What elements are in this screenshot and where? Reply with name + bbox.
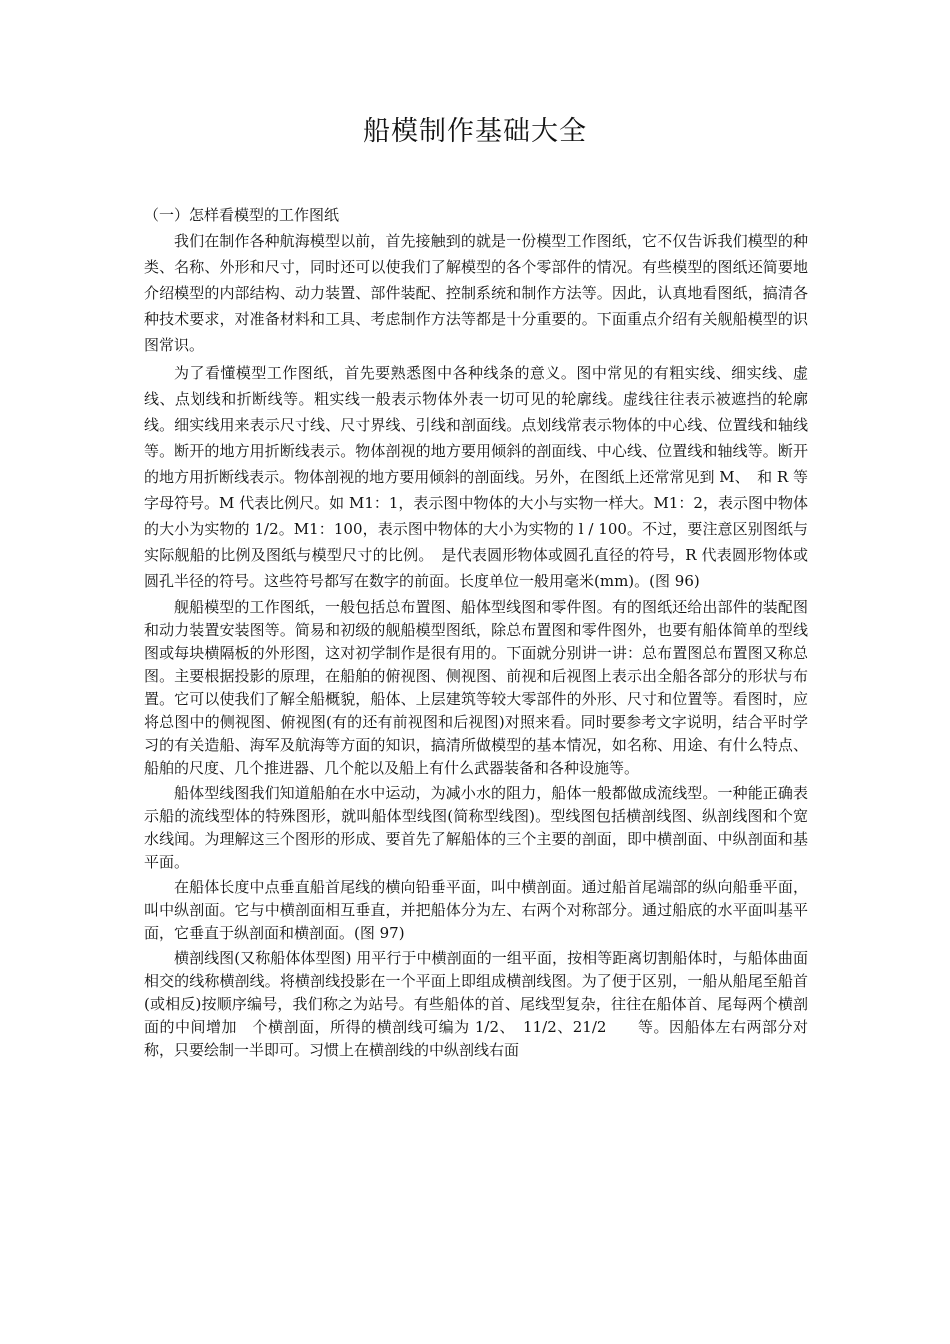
paragraph-line-types: 为了看懂模型工作图纸，首先要熟悉图中各种线条的意义。图中常见的有粗实线、细实线、虚线、点划线和折断线等。粗实线一般表示物体外表一切可见的轮廓线。虚线往往表示被遮挡的轮廓线。细实线用来表示尺寸线、尺寸界线、引线和剖面线。点划线常表示物体的中心线、位置线和轴线等。断开的地方用折断线表示。物体剖视的地方要用倾斜的剖面线、中心线、位置线和轴线等。断开的地方用折断线表示。物体剖视的地方要用倾斜的剖面线。另外，在图纸上还常常见到 M、 和 R 等字母符号。M 代表比例尺。如 M1：1，表示图中物体的大小与实物一样大。M1：2，表示图中物体的大小为实物的 1/2。M1：100，表示图中物体的大小为实物的 l / 100。不过，要注意区别图纸与实际舰船的比例及图纸与模型尺寸的比例。 是代表圆形物体或圆孔直径的符号，R 代表圆形物体或圆孔半径的符号。这些符号都写在数字的前面。长度单位一般用毫米(mm)。(图 96) (144, 364, 808, 590)
paragraph-general-arrangement: 舰船模型的工作图纸，一般包括总布置图、船体型线图和零件图。有的图纸还给出部件的装配图和动力装置安装图等。简易和初级的舰船模型图纸，除总布置图和零件图外，也要有船体简单的型线图或每块横隔板的外形图，这对初学制作是很有用的。下面就分别讲一讲：总布置图总布置图又称总图。主要根据投影的原理，在船舶的俯视图、侧视图、前视和后视图上表示出全船各部分的形状与布置。它可以使我们了解全船概貌，船体、上层建筑等较大零部件的外形、尺寸和位置等。看图时，应将总图中的侧视图、俯视图(有的还有前视图和后视图)对照来看。同时要参考文字说明，结合平时学习的有关造船、海军及航海等方面的知识，搞清所做模型的基本情况，如名称、用途、有什么特点、船舶的尺度、几个推进器、几个舵以及船上有什么武器装备和各种设施等。 (144, 598, 808, 777)
paragraph-drawing-intro: 我们在制作各种航海模型以前，首先接触到的就是一份模型工作图纸，它不仅告诉我们模型的种类、名称、外形和尺寸，同时还可以使我们了解模型的各个零部件的情况。有些模型的图纸还简要地介绍模型的内部结构、动力装置、部件装配、控制系统和制作方法等。因此，认真地看图纸，搞清各种技术要求，对准备材料和工具、考虑制作方法等都是十分重要的。下面重点介绍有关舰船模型的识图常识。 (144, 232, 808, 354)
paragraph-lines-plan: 船体型线图我们知道船舶在水中运动，为减小水的阻力，船体一般都做成流线型。一种能正确表示船的流线型体的特殊图形，就叫船体型线图(简称型线图)。型线图包括横剖线图、纵剖线图和个宽水线闻。为理解这三个图形的形成、要首先了解船体的三个主要的剖面，即中横剖面、中纵剖面和基平面。 (144, 784, 808, 871)
paragraph-body-plan: 横剖线图(又称船体体型图) 用平行于中横剖面的一组平面，按相等距离切割船体时，与船体曲面相交的线称横剖线。将横剖线投影在一个平面上即组成横剖线图。为了便于区别，一船从船尾至船首(或相反)按顺序编号，我们称之为站号。有些船体的首、尾线型复杂，往往在船体首、尾每两个横剖面的中间增加 个横剖面，所得的横剖线可编为 1/2、 11/2、21/2 等。因船体左右两部分对称，只要绘制一半即可。习惯上在横剖线的中纵剖线右面 (144, 949, 808, 1059)
document-title: 船模制作基础大全 (363, 116, 587, 147)
paragraph-main-sections: 在船体长度中点垂直船首尾线的横向铅垂平面，叫中横剖面。通过船首尾端部的纵向船垂平面，叫中纵剖面。它与中横剖面相互垂直，并把船体分为左、右两个对称部分。通过船底的水平面叫基平面，它垂直于纵剖面和横剖面。(图 97) (144, 878, 808, 942)
document-body (144, 202, 808, 1064)
section-heading: （一）怎样看模型的工作图纸 (144, 206, 340, 224)
